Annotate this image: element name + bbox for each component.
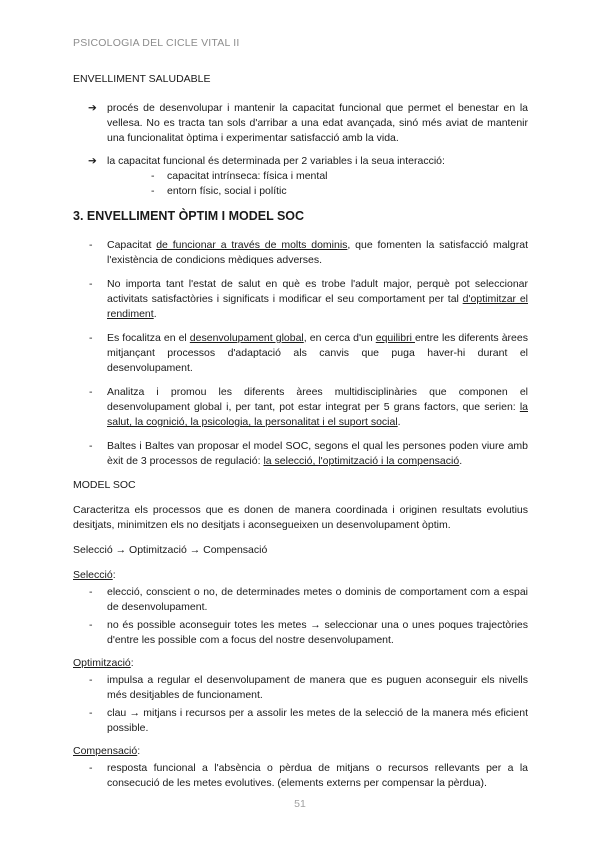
underlined-text: de funcionar a través de molts dominis xyxy=(156,239,348,251)
model-soc-description: Caracteritza els processos que es donen de manera coordinada i originen resultats evolutius desitjats, minimitzen els no desitjats i aconsegueixen un desenvolupament òptim. xyxy=(73,504,528,531)
dash-bullet: - xyxy=(89,707,93,719)
running-header: PSICOLOGIA DEL CICLE VITAL II xyxy=(73,37,240,49)
arrow-icon: ➔ xyxy=(88,155,97,167)
sub-list xyxy=(107,169,528,199)
list-item: - impulsa a regular el desenvolupament de manera que es puguen aconseguir els nivells més desitjables de funcionament. xyxy=(89,674,528,701)
compensacio-list xyxy=(73,761,528,791)
dash-bullet: - xyxy=(89,278,93,290)
arrow-icon: ➔ xyxy=(88,102,97,114)
section-heading-envelliment-optim: 3. ENVELLIMENT ÒPTIM I MODEL SOC xyxy=(73,209,305,223)
dash-bullet: - xyxy=(89,586,93,598)
arrow-bullet-item xyxy=(73,154,528,199)
page-number: 51 xyxy=(294,798,306,810)
list-item: - Baltes i Baltes van proposar el model SOC, segons el qual les persones poden viure amb èxit de 3 processos de regulació: la selecció, l'optimització i la compensació. xyxy=(89,440,528,467)
dash-bullet: - xyxy=(151,185,155,197)
list-item: - no és possible aconseguir totes les metes → seleccionar una o unes poques trajectòries d'entre les possible com a focus del nostre desenvolupament. xyxy=(89,619,528,646)
list-item: - resposta funcional a l'absència o pèrdua de mitjans o recursos rellevants per a la consecució de les metes evolutives. (elements externs per compensar la pèrdua). xyxy=(89,762,528,789)
section-title-envelliment-saludable: ENVELLIMENT SALUDABLE xyxy=(73,73,211,85)
dash-bullet: - xyxy=(89,674,93,686)
list-item: - Capacitat de funcionar a través de molts dominis, que fomenten la satisfacció malgrat l'existència de condicions mèdiques adverses. xyxy=(89,239,528,266)
dash-bullet: - xyxy=(89,619,93,631)
list-item: - clau → mitjans i recursos per a assolir les metes de la selecció de la manera més eficient possible. xyxy=(89,707,528,734)
arrow-list xyxy=(73,101,528,199)
subheading-optimitzacio: Optimització: xyxy=(73,657,134,669)
sub-list-item: - entorn físic, social i polític xyxy=(151,185,287,197)
underlined-text: desenvolupament global xyxy=(189,332,304,344)
list-item: - elecció, conscient o no, de determinades metes o dominis de comportament com a espai de desenvolupament. xyxy=(89,586,528,613)
dash-bullet: - xyxy=(89,762,93,774)
dash-bullet: - xyxy=(89,386,93,398)
page-content xyxy=(73,72,528,799)
model-soc-flow: Selecció → Optimització → Compensació xyxy=(73,544,268,556)
list-item: - Analitza i promou les diferents àrees multidisciplinàries que componen el desenvolupament global i, per tant, pot estar integrat per 5 grans factors, que serien: la salut, la cognició, la psicologia, la personalitat i el suport social. xyxy=(89,386,528,428)
dash-bullet: - xyxy=(89,239,93,251)
dash-list xyxy=(73,238,528,469)
optimitzacio-list xyxy=(73,673,528,736)
dash-bullet: - xyxy=(89,440,93,452)
list-item: - Es focalitza en el desenvolupament global, en cerca d'un equilibri entre les diferents àrees mitjançant processos d'adaptació als canvis que puga haver-hi durant el desenvolupament. xyxy=(89,332,528,374)
arrow-bullet-item xyxy=(73,101,528,146)
subheading-compensacio: Compensació: xyxy=(73,745,141,757)
bullet-text: la capacitat funcional és determinada per 2 variables i la seua interacció: xyxy=(107,155,445,167)
underlined-text: equilibri xyxy=(375,332,415,344)
underlined-text: la selecció, l'optimització i la compensació xyxy=(263,455,460,467)
subheading-seleccio: Selecció: xyxy=(73,569,116,581)
section-title-model-soc: MODEL SOC xyxy=(73,479,136,491)
underlined-text: d'optimitzar el rendiment xyxy=(107,293,528,320)
seleccio-list xyxy=(73,585,528,648)
list-item: - No importa tant l'estat de salut en què es trobe l'adult major, perquè pot seleccionar activitats satisfactòries i significats i modificar el seu comportament per tal d'optimitzar el rendiment. xyxy=(89,278,528,320)
underlined-text: la salut, la cognició, la psicologia, la personalitat i el suport social xyxy=(107,401,528,428)
dash-bullet: - xyxy=(151,170,155,182)
sub-list-item: - capacitat intrínseca: física i mental xyxy=(151,170,328,182)
dash-bullet: - xyxy=(89,332,93,344)
bullet-text: procés de desenvolupar i mantenir la capacitat funcional que permet el benestar en la vellesa. No es tracta tan sols d'arribar a una edat avançada, sinó més aviat de mantenir una funcionalitat òptima i experimentar satisfacció amb la vida. xyxy=(107,102,528,144)
